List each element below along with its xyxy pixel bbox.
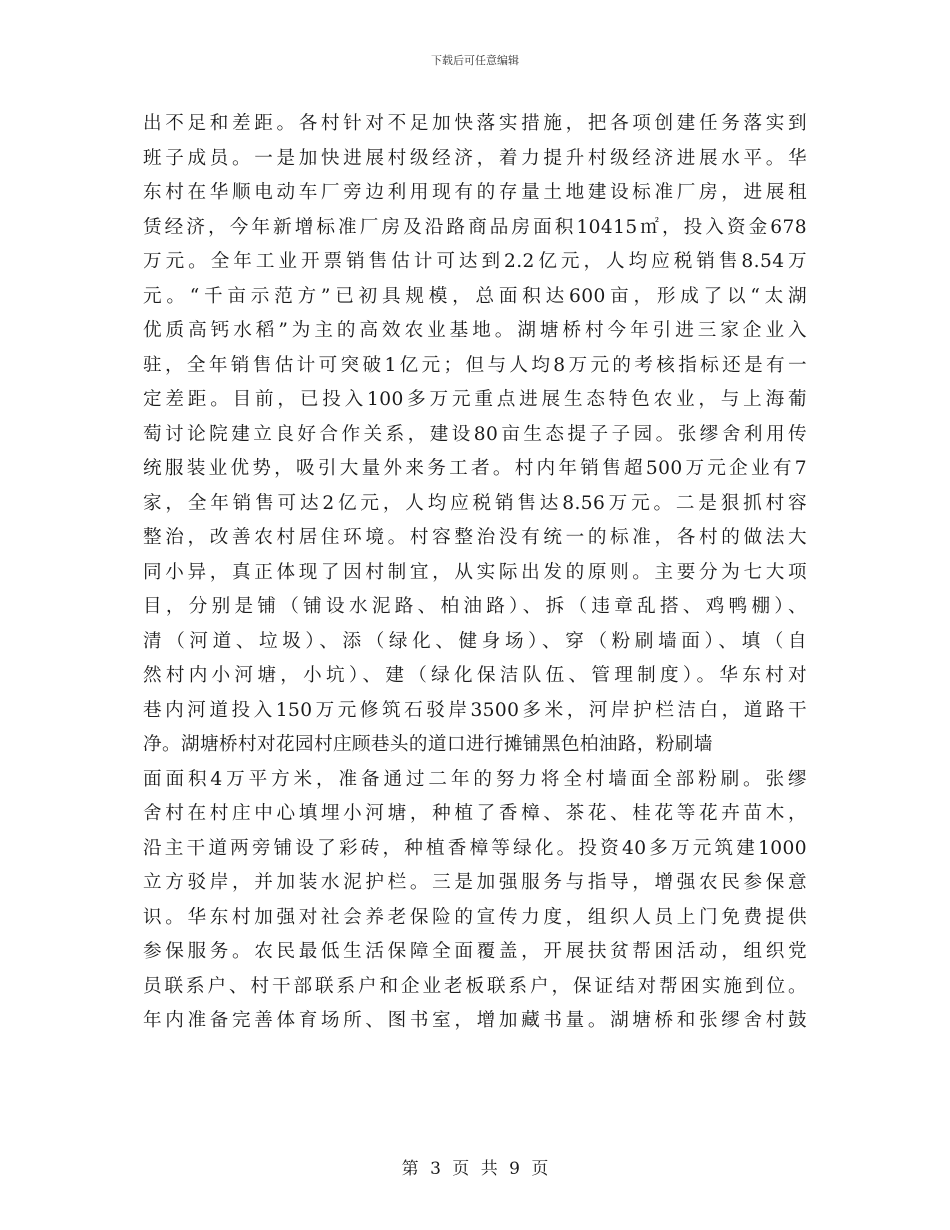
page-header-note: 下载后可任意编辑 bbox=[431, 54, 519, 67]
body-line: 识。华东村加强对社会养老保险的宣传力度，组织人员上门免费提供 bbox=[143, 906, 807, 928]
body-line: 驻，全年销售估计可突破1亿元；但与人均8万元的考核指标还是有一 bbox=[143, 354, 807, 376]
body-line: 沿主干道两旁铺设了彩砖，种植香樟等绿化。投资40多万元筑建1000 bbox=[143, 837, 807, 859]
body-line: 定差距。目前，已投入100多万元重点进展生态特色农业，与上海葡 bbox=[143, 389, 807, 410]
body-line: 参保服务。农民最低生活保障全面覆盖，开展扶贫帮困活动，组织党 bbox=[143, 941, 807, 962]
body-line: 清（河道、垃圾）、添（绿化、健身场）、穿（粉刷墙面）、填（自 bbox=[143, 630, 807, 652]
body-line: 立方驳岸，并加装水泥护栏。三是加强服务与指导，增强农民参保意 bbox=[143, 872, 807, 893]
body-line: 舍村在村庄中心填埋小河塘，种植了香樟、茶花、桂花等花卉苗木， bbox=[143, 803, 807, 824]
body-line: 巷内河道投入150万元修筑石驳岸3500多米，河岸护栏洁白，道路干 bbox=[143, 699, 807, 721]
body-line: 萄讨论院建立良好合作关系，建设80亩生态提子子园。张缪舍利用传 bbox=[143, 423, 807, 445]
body-line: 同小异，真正体现了因村制宜，从实际出发的原则。主要分为七大项 bbox=[143, 561, 807, 583]
body-line: 净。湖塘桥村对花园村庄顾巷头的道口进行摊铺黑色柏油路，粉刷墙 bbox=[143, 734, 713, 755]
document-body bbox=[143, 107, 807, 1039]
body-line: 统服装业优势，吸引大量外来务工者。村内年销售超500万元企业有7 bbox=[143, 458, 807, 479]
body-line: 出不足和差距。各村针对不足加快落实措施，把各项创建任务落实到 bbox=[143, 113, 807, 134]
body-line: 然村内小河塘，小坑）、建（绿化保洁队伍、管理制度）。华东村对 bbox=[143, 665, 807, 686]
body-line: 家，全年销售可达2亿元，人均应税销售达8.56万元。二是狠抓村容 bbox=[143, 492, 807, 514]
body-line: 赁经济，今年新增标准厂房及沿路商品房面积10415㎡，投入资金678 bbox=[143, 216, 807, 238]
body-line: 年内准备完善体育场所、图书室，增加藏书量。湖塘桥和张缪舍村鼓 bbox=[143, 1010, 807, 1031]
page-number: 第 3 页 共 9 页 bbox=[401, 1159, 549, 1179]
body-line: 东村在华顺电动车厂旁边利用现有的存量土地建设标准厂房，进展租 bbox=[143, 182, 807, 203]
body-line: 面面积4万平方米，准备通过二年的努力将全村墙面全部粉刷。张缪 bbox=[143, 768, 807, 790]
body-line: 员联系户、村干部联系户和企业老板联系户，保证结对帮困实施到位。 bbox=[143, 975, 807, 997]
body-line: 班子成员。一是加快进展村级经济，着力提升村级经济进展水平。华 bbox=[143, 147, 807, 169]
body-line: 整治，改善农村居住环境。村容整治没有统一的标准，各村的做法大 bbox=[143, 527, 807, 548]
body-line: 元。“千亩示范方”已初具规模，总面积达600亩，形成了以“太湖 bbox=[143, 285, 807, 307]
body-line: 目，分别是铺（铺设水泥路、柏油路）、拆（违章乱搭、鸡鸭棚）、 bbox=[143, 596, 807, 617]
body-line: 万元。全年工业开票销售估计可达到2.2亿元，人均应税销售8.54万 bbox=[143, 251, 807, 272]
body-line: 优质高钙水稻”为主的高效农业基地。湖塘桥村今年引进三家企业入 bbox=[143, 320, 807, 341]
